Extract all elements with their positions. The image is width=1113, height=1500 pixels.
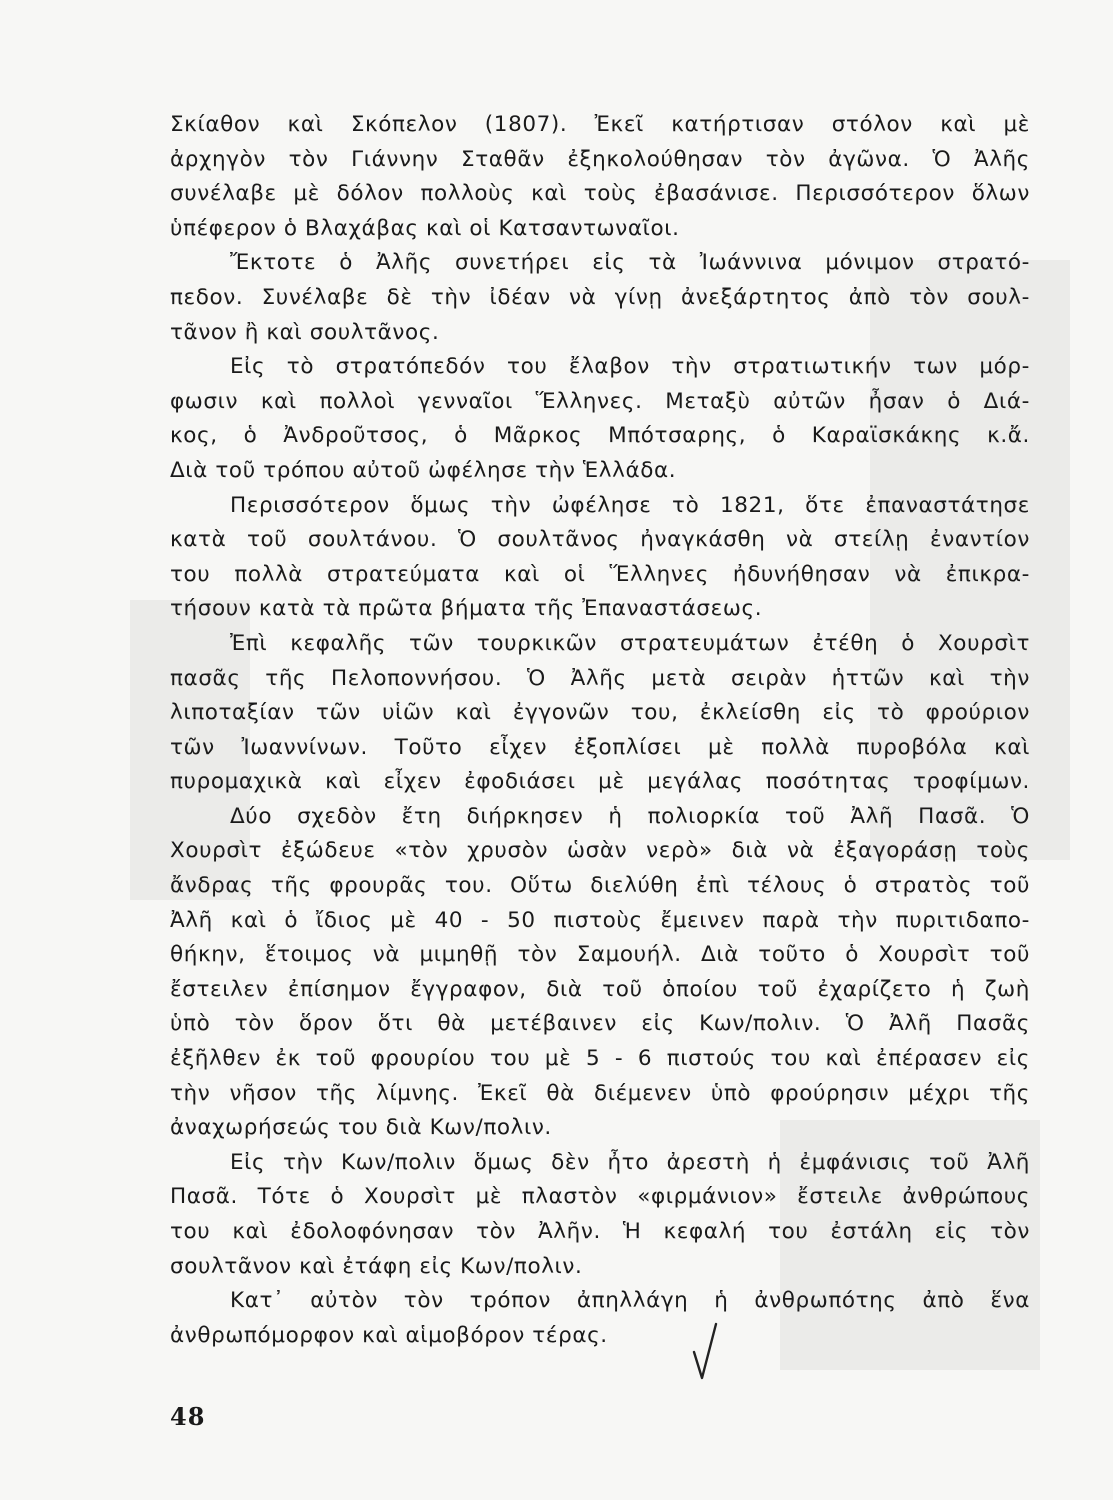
page-number: 48 — [170, 1402, 206, 1431]
text-line: πεδον. Συνέλαβε δὲ τὴν ἰδέαν νὰ γίνῃ ἀνεξάρτητος ἀπὸ τὸν σουλ- — [170, 284, 1030, 310]
text-line: φωσιν καὶ πολλοὶ γενναῖοι Ἕλληνες. Μεταξὺ αὐτῶν ἦσαν ὁ Διά- — [170, 388, 1030, 414]
text-line: ἔστειλεν ἐπίσημον ἔγγραφον, διὰ τοῦ ὁποίου τοῦ ἐχαρίζετο ἡ ζωὴ — [170, 976, 1030, 1002]
text-line: σουλτᾶνον καὶ ἐτάφη εἰς Κων/πολιν. — [170, 1253, 583, 1279]
text-line: λιποταξίαν τῶν υἱῶν καὶ ἐγγονῶν του, ἐκλείσθη εἰς τὸ φρούριον — [170, 700, 1030, 726]
text-line: πυρομαχικὰ καὶ εἶχεν ἐφοδιάσει μὲ μεγάλας ποσότητας τροφίμων. — [170, 769, 1030, 795]
text-line: συνέλαβε μὲ δόλον πολλοὺς καὶ τοὺς ἐβασάνισε. Περισσότερον ὅλων — [170, 181, 1030, 207]
text-line: ἀνθρωπόμορφον καὶ αἱμοβόρον τέρας. — [170, 1322, 608, 1348]
text-line: ἄνδρας τῆς φρουρᾶς του. Οὕτω διελύθη ἐπὶ τέλους ὁ στρατὸς τοῦ — [170, 873, 1030, 899]
text-line: Εἰς τὸ στρατόπεδόν του ἔλαβον τὴν στρατιωτικήν των μόρ- — [230, 354, 1030, 380]
text-line: Ἐπὶ κεφαλῆς τῶν τουρκικῶν στρατευμάτων ἐτέθη ὁ Χουρσὶτ — [230, 630, 1030, 656]
text-line: Ἀλῆ καὶ ὁ ἴδιος μὲ 40 - 50 πιστοὺς ἔμεινεν παρὰ τὴν πυριτιδαπο- — [170, 907, 1030, 933]
text-line: κατὰ τοῦ σουλτάνου. Ὁ σουλτᾶνος ἠναγκάσθη νὰ στείλῃ ἐναντίον — [170, 527, 1030, 553]
text-line: κος, ὁ Ἀνδροῦτσος, ὁ Μᾶρκος Μπότσαρης, ὁ Καραϊσκάκης κ.ἄ. — [170, 423, 1030, 449]
body-text — [170, 108, 1030, 1353]
text-line: τᾶνον ἢ καὶ σουλτᾶνος. — [170, 319, 440, 345]
text-line: του καὶ ἐδολοφόνησαν τὸν Ἀλῆν. Ἡ κεφαλή του ἐστάλη εἰς τὸν — [170, 1219, 1030, 1244]
text-line: τὴν νῆσον τῆς λίμνης. Ἐκεῖ θὰ διέμενεν ὑπὸ φρούρησιν μέχρι τῆς — [170, 1080, 1030, 1106]
text-line: ὑπὸ τὸν ὅρον ὅτι θὰ μετέβαινεν εἰς Κων/πολιν. Ὁ Ἀλῆ Πασᾶς — [170, 1011, 1030, 1037]
text-line: ἀναχωρήσεώς του διὰ Κων/πολιν. — [170, 1115, 552, 1141]
text-line: Διὰ τοῦ τρόπου αὐτοῦ ὠφέλησε τὴν Ἑλλάδα. — [170, 457, 677, 483]
text-line: θήκην, ἕτοιμος νὰ μιμηθῇ τὸν Σαμουήλ. Διὰ τοῦτο ὁ Χουρσὶτ τοῦ — [170, 942, 1030, 968]
text-line: τήσουν κατὰ τὰ πρῶτα βήματα τῆς Ἐπαναστάσεως. — [170, 596, 763, 622]
text-line: Ἔκτοτε ὁ Ἀλῆς συνετήρει εἰς τὰ Ἰωάννινα μόνιμον στρατό- — [230, 250, 1030, 276]
text-line: τῶν Ἰωαννίνων. Τοῦτο εἶχεν ἐξοπλίσει μὲ πολλὰ πυροβόλα καὶ — [170, 734, 1030, 760]
text-line: Κατ᾽ αὐτὸν τὸν τρόπον ἀπηλλάγη ἡ ἀνθρωπότης ἀπὸ ἕνα — [230, 1288, 1030, 1314]
text-line: Χουρσὶτ ἐξώδευε «τὸν χρυσὸν ὡσὰν νερὸ» διὰ νὰ ἐξαγοράσῃ τοὺς — [170, 838, 1030, 864]
text-line: του πολλὰ στρατεύματα καὶ οἱ Ἕλληνες ἠδυνήθησαν νὰ ἐπικρα- — [170, 561, 1030, 587]
text-line: ἀρχηγὸν τὸν Γιάννην Σταθᾶν ἐξηκολούθησαν τὸν ἀγῶνα. Ὁ Ἀλῆς — [170, 146, 1030, 172]
text-line: Πασᾶ. Τότε ὁ Χουρσὶτ μὲ πλαστὸν «φιρμάνιον» ἔστειλε ἀνθρώπους — [170, 1184, 1030, 1210]
text-line: Σκίαθον καὶ Σκόπελον (1807). Ἐκεῖ κατήρτισαν στόλον καὶ μὲ — [170, 112, 1030, 137]
text-line: ἐξῆλθεν ἐκ τοῦ φρουρίου του μὲ 5 - 6 πιστούς του καὶ ἐπέρασεν εἰς — [170, 1046, 1030, 1072]
text-line: Δύο σχεδὸν ἔτη διήρκησεν ἡ πολιορκία τοῦ Ἀλῆ Πασᾶ. Ὁ — [230, 803, 1030, 829]
text-line: πασᾶς τῆς Πελοποννήσου. Ὁ Ἀλῆς μετὰ σειρὰν ἡττῶν καὶ τὴν — [170, 665, 1030, 691]
text-line: ὑπέφερον ὁ Βλαχάβας καὶ οἱ Κατσαντωναῖοι. — [170, 215, 680, 241]
text-line: Περισσότερον ὅμως τὴν ὠφέλησε τὸ 1821, ὅτε ἐπαναστάτησε — [230, 492, 1030, 518]
handwritten-check-mark — [690, 1322, 720, 1382]
text-line: Εἰς τὴν Κων/πολιν ὅμως δὲν ἦτο ἀρεστὴ ἡ ἐμφάνισις τοῦ Ἀλῆ — [230, 1149, 1030, 1175]
